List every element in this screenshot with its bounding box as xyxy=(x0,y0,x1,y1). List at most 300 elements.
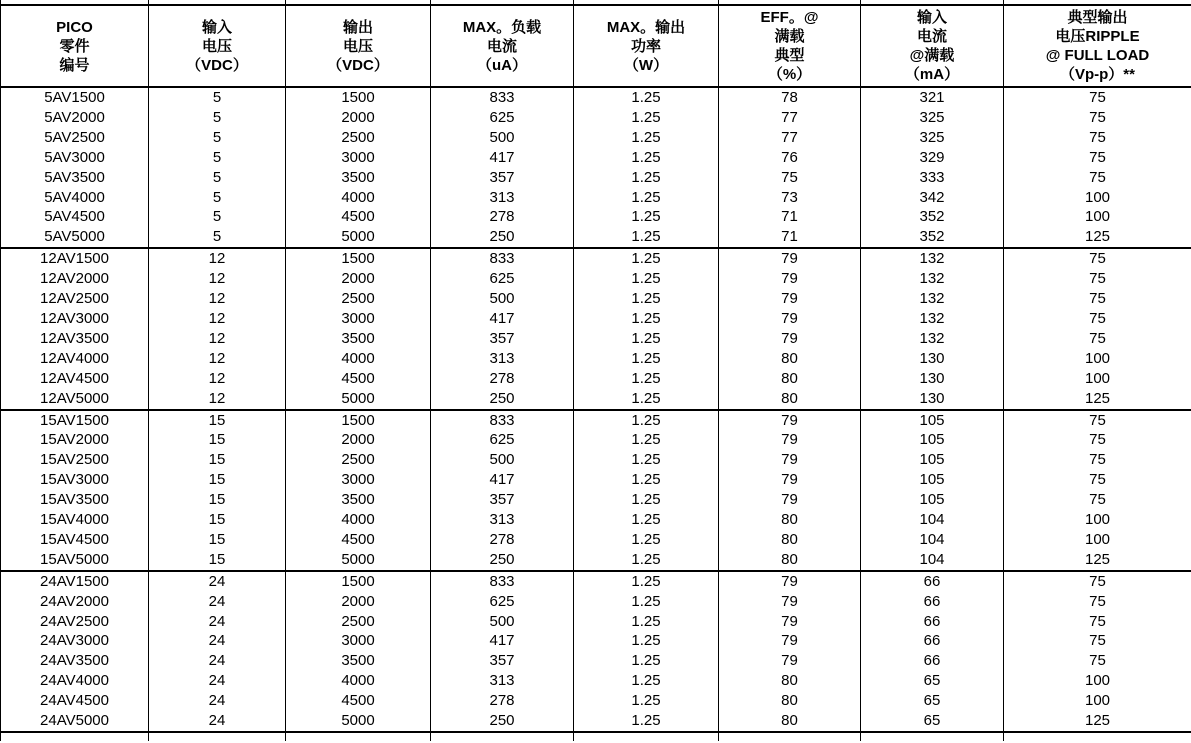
table-row xyxy=(1,410,1191,431)
table-cell-input-current-full-load: 66 xyxy=(861,651,1004,671)
table-cell-output-voltage: 4000 xyxy=(286,671,431,691)
table-cell-max-load-current: 357 xyxy=(431,168,574,188)
table-cell-input-voltage: 12 xyxy=(149,289,286,309)
table-cell-input-current-full-load: 352 xyxy=(861,207,1004,227)
table-cell-input-current-full-load: 105 xyxy=(861,470,1004,490)
header-line: 电压RIPPLE xyxy=(1055,28,1140,45)
table-cell-max-load-current: 357 xyxy=(431,651,574,671)
header-line: （VDC） xyxy=(327,56,389,74)
table-cell-input-current-full-load: 132 xyxy=(861,248,1004,269)
table-cell-input-voltage: 12 xyxy=(149,248,286,269)
table-cell-max-load-current: 250 xyxy=(431,227,574,248)
table-cell-input-current-full-load: 321 xyxy=(861,87,1004,108)
table-cell-part-number: 24AV1500 xyxy=(1,571,149,592)
table-cell-input-current-full-load: 66 xyxy=(861,571,1004,592)
table-cell-max-load-current: 833 xyxy=(431,410,574,431)
table-cell-output-ripple: 125 xyxy=(1004,227,1191,248)
table-cell-max-output-power: 1.25 xyxy=(574,148,719,168)
table-cell-output-ripple: 100 xyxy=(1004,369,1191,389)
table-cell-output-ripple: 125 xyxy=(1004,389,1191,410)
table-cell-max-load-current: 278 xyxy=(431,530,574,550)
table-cell-output-ripple: 75 xyxy=(1004,410,1191,431)
table-cell-output-ripple: 75 xyxy=(1004,631,1191,651)
table-cell-input-voltage: 5 xyxy=(149,207,286,227)
table-bottom-stub-row xyxy=(1,732,1191,741)
table-cell-input-current-full-load: 130 xyxy=(861,389,1004,410)
table-row xyxy=(1,571,1191,592)
table-cell-input-voltage: 5 xyxy=(149,168,286,188)
table-cell-output-ripple: 75 xyxy=(1004,612,1191,632)
table-cell-efficiency-full-load: 80 xyxy=(719,691,861,711)
table-row xyxy=(1,108,1191,128)
header-cell-max-output-power xyxy=(574,5,719,87)
table-cell-max-load-current: 278 xyxy=(431,369,574,389)
header-line: 功率 xyxy=(630,37,661,55)
table-cell-output-ripple: 75 xyxy=(1004,309,1191,329)
table-cell-efficiency-full-load: 79 xyxy=(719,571,861,592)
table-cell-output-ripple: 75 xyxy=(1004,592,1191,612)
table-cell-max-output-power: 1.25 xyxy=(574,168,719,188)
table-cell-output-ripple: 75 xyxy=(1004,269,1191,289)
table-cell-max-output-power: 1.25 xyxy=(574,592,719,612)
table-cell-output-ripple: 100 xyxy=(1004,188,1191,208)
table-cell-max-load-current: 278 xyxy=(431,207,574,227)
table-row xyxy=(1,711,1191,732)
table-cell-efficiency-full-load: 79 xyxy=(719,329,861,349)
stub-cell-input-current-full-load xyxy=(861,732,1004,741)
table-cell-part-number: 24AV4000 xyxy=(1,671,149,691)
table-cell-part-number: 15AV2500 xyxy=(1,450,149,470)
table-cell-input-current-full-load: 104 xyxy=(861,550,1004,571)
table-cell-efficiency-full-load: 79 xyxy=(719,410,861,431)
stub-cell-max-load-current xyxy=(431,732,574,741)
table-cell-max-load-current: 313 xyxy=(431,349,574,369)
table-cell-max-load-current: 250 xyxy=(431,711,574,732)
table-cell-max-output-power: 1.25 xyxy=(574,108,719,128)
table-cell-part-number: 24AV3500 xyxy=(1,651,149,671)
table-cell-part-number: 5AV3000 xyxy=(1,148,149,168)
table-cell-input-voltage: 15 xyxy=(149,490,286,510)
table-cell-part-number: 24AV2500 xyxy=(1,612,149,632)
header-line: 输入 xyxy=(916,9,947,26)
table-cell-input-voltage: 12 xyxy=(149,269,286,289)
stub-cell-part-number xyxy=(1,732,149,741)
table-cell-input-voltage: 5 xyxy=(149,128,286,148)
header-cell-max-load-current xyxy=(431,5,574,87)
stub-cell-efficiency-full-load xyxy=(719,732,861,741)
table-cell-efficiency-full-load: 79 xyxy=(719,450,861,470)
table-cell-max-output-power: 1.25 xyxy=(574,227,719,248)
table-cell-input-voltage: 24 xyxy=(149,651,286,671)
table-cell-output-voltage: 4000 xyxy=(286,188,431,208)
table-cell-output-ripple: 75 xyxy=(1004,148,1191,168)
table-cell-input-current-full-load: 132 xyxy=(861,289,1004,309)
header-line: （Vp-p）** xyxy=(1059,66,1135,83)
table-cell-output-voltage: 1500 xyxy=(286,571,431,592)
table-cell-max-output-power: 1.25 xyxy=(574,571,719,592)
table-cell-input-voltage: 12 xyxy=(149,369,286,389)
table-cell-output-voltage: 3000 xyxy=(286,470,431,490)
table-cell-max-load-current: 833 xyxy=(431,248,574,269)
table-row xyxy=(1,309,1191,329)
table-cell-part-number: 12AV4000 xyxy=(1,349,149,369)
table-cell-max-load-current: 313 xyxy=(431,188,574,208)
table-cell-input-current-full-load: 342 xyxy=(861,188,1004,208)
table-cell-part-number: 15AV4500 xyxy=(1,530,149,550)
table-row xyxy=(1,87,1191,108)
table-cell-part-number: 12AV1500 xyxy=(1,248,149,269)
table-cell-max-load-current: 833 xyxy=(431,87,574,108)
table-cell-part-number: 15AV3500 xyxy=(1,490,149,510)
table-cell-max-load-current: 500 xyxy=(431,450,574,470)
table-cell-max-load-current: 625 xyxy=(431,108,574,128)
table-cell-max-load-current: 357 xyxy=(431,329,574,349)
header-cell-efficiency-full-load xyxy=(719,5,861,87)
table-cell-max-load-current: 625 xyxy=(431,592,574,612)
table-cell-max-load-current: 417 xyxy=(431,470,574,490)
table-row xyxy=(1,227,1191,248)
table-cell-input-current-full-load: 104 xyxy=(861,510,1004,530)
table-cell-output-voltage: 3500 xyxy=(286,168,431,188)
table-cell-efficiency-full-load: 80 xyxy=(719,369,861,389)
header-cell-input-voltage xyxy=(149,5,286,87)
table-cell-max-load-current: 417 xyxy=(431,148,574,168)
table-cell-output-voltage: 2000 xyxy=(286,592,431,612)
table-cell-max-output-power: 1.25 xyxy=(574,269,719,289)
table-cell-efficiency-full-load: 79 xyxy=(719,248,861,269)
header-line: 典型 xyxy=(774,47,805,64)
table-cell-input-voltage: 15 xyxy=(149,530,286,550)
header-line: MAX。输出 xyxy=(606,18,686,36)
stub-cell-max-output-power xyxy=(574,732,719,741)
table-cell-efficiency-full-load: 80 xyxy=(719,510,861,530)
table-head xyxy=(1,0,1191,87)
table-cell-max-output-power: 1.25 xyxy=(574,188,719,208)
table-row xyxy=(1,450,1191,470)
table-cell-max-output-power: 1.25 xyxy=(574,207,719,227)
table-cell-efficiency-full-load: 79 xyxy=(719,309,861,329)
table-cell-part-number: 12AV2500 xyxy=(1,289,149,309)
table-cell-part-number: 5AV2500 xyxy=(1,128,149,148)
table-cell-efficiency-full-load: 76 xyxy=(719,148,861,168)
table-row xyxy=(1,188,1191,208)
table-cell-output-ripple: 75 xyxy=(1004,470,1191,490)
table-cell-efficiency-full-load: 80 xyxy=(719,389,861,410)
table-cell-efficiency-full-load: 80 xyxy=(719,671,861,691)
table-cell-efficiency-full-load: 75 xyxy=(719,168,861,188)
table-cell-input-voltage: 12 xyxy=(149,349,286,369)
table-cell-max-output-power: 1.25 xyxy=(574,128,719,148)
table-row xyxy=(1,168,1191,188)
table-cell-input-current-full-load: 130 xyxy=(861,369,1004,389)
table-cell-max-load-current: 833 xyxy=(431,571,574,592)
table-foot xyxy=(1,732,1191,741)
table-cell-output-voltage: 1500 xyxy=(286,410,431,431)
table-row xyxy=(1,550,1191,571)
table-cell-part-number: 15AV3000 xyxy=(1,470,149,490)
table-row xyxy=(1,592,1191,612)
table-cell-input-voltage: 12 xyxy=(149,309,286,329)
table-cell-max-output-power: 1.25 xyxy=(574,671,719,691)
table-cell-output-ripple: 100 xyxy=(1004,207,1191,227)
table-cell-output-ripple: 75 xyxy=(1004,128,1191,148)
table-cell-part-number: 12AV3000 xyxy=(1,309,149,329)
table-cell-output-ripple: 125 xyxy=(1004,550,1191,571)
table-cell-input-current-full-load: 105 xyxy=(861,410,1004,431)
table-row xyxy=(1,651,1191,671)
table-cell-output-voltage: 2500 xyxy=(286,612,431,632)
table-cell-max-load-current: 357 xyxy=(431,490,574,510)
table-cell-max-output-power: 1.25 xyxy=(574,470,719,490)
table-cell-output-ripple: 75 xyxy=(1004,490,1191,510)
table-cell-efficiency-full-load: 79 xyxy=(719,470,861,490)
table-row xyxy=(1,612,1191,632)
table-cell-efficiency-full-load: 79 xyxy=(719,490,861,510)
table-cell-input-voltage: 5 xyxy=(149,188,286,208)
table-cell-output-ripple: 75 xyxy=(1004,571,1191,592)
table-cell-output-ripple: 75 xyxy=(1004,289,1191,309)
group-12V-input-series xyxy=(1,248,1191,409)
stub-cell-output-ripple xyxy=(1004,732,1191,741)
table-cell-part-number: 5AV4000 xyxy=(1,188,149,208)
table-cell-output-voltage: 3500 xyxy=(286,490,431,510)
table-cell-part-number: 12AV4500 xyxy=(1,369,149,389)
table-cell-output-voltage: 5000 xyxy=(286,389,431,410)
table-cell-efficiency-full-load: 79 xyxy=(719,592,861,612)
table-cell-efficiency-full-load: 79 xyxy=(719,289,861,309)
table-cell-max-output-power: 1.25 xyxy=(574,631,719,651)
header-line: 电流 xyxy=(916,28,947,45)
table-cell-max-output-power: 1.25 xyxy=(574,248,719,269)
table-cell-part-number: 15AV1500 xyxy=(1,410,149,431)
table-cell-max-output-power: 1.25 xyxy=(574,289,719,309)
table-cell-max-output-power: 1.25 xyxy=(574,430,719,450)
table-cell-input-voltage: 5 xyxy=(149,87,286,108)
table-cell-output-ripple: 75 xyxy=(1004,329,1191,349)
table-row xyxy=(1,128,1191,148)
table-cell-input-voltage: 24 xyxy=(149,631,286,651)
table-cell-input-current-full-load: 352 xyxy=(861,227,1004,248)
table-cell-part-number: 15AV4000 xyxy=(1,510,149,530)
table-cell-output-voltage: 2500 xyxy=(286,289,431,309)
table-row xyxy=(1,631,1191,651)
table-cell-input-voltage: 24 xyxy=(149,571,286,592)
header-line: @满载 xyxy=(909,47,955,64)
table-cell-output-voltage: 1500 xyxy=(286,248,431,269)
table-cell-output-voltage: 4000 xyxy=(286,349,431,369)
table-cell-output-voltage: 2500 xyxy=(286,128,431,148)
table-cell-input-voltage: 12 xyxy=(149,389,286,410)
table-cell-input-current-full-load: 132 xyxy=(861,269,1004,289)
table-cell-part-number: 24AV3000 xyxy=(1,631,149,651)
table-cell-output-ripple: 100 xyxy=(1004,530,1191,550)
table-cell-output-ripple: 75 xyxy=(1004,87,1191,108)
table-cell-max-output-power: 1.25 xyxy=(574,450,719,470)
table-cell-input-voltage: 5 xyxy=(149,108,286,128)
table-cell-efficiency-full-load: 79 xyxy=(719,631,861,651)
table-cell-max-load-current: 313 xyxy=(431,671,574,691)
table-cell-input-voltage: 24 xyxy=(149,691,286,711)
table-cell-input-current-full-load: 105 xyxy=(861,450,1004,470)
table-row xyxy=(1,349,1191,369)
table-cell-output-ripple: 100 xyxy=(1004,691,1191,711)
table-cell-output-ripple: 125 xyxy=(1004,711,1191,732)
group-15V-input-series xyxy=(1,410,1191,571)
table-row xyxy=(1,289,1191,309)
table-cell-input-voltage: 15 xyxy=(149,430,286,450)
table-cell-input-voltage: 5 xyxy=(149,148,286,168)
table-cell-max-load-current: 278 xyxy=(431,691,574,711)
table-row xyxy=(1,207,1191,227)
table-cell-output-voltage: 2000 xyxy=(286,269,431,289)
header-line: @ FULL LOAD xyxy=(1045,47,1150,64)
table-cell-input-current-full-load: 66 xyxy=(861,592,1004,612)
table-cell-input-current-full-load: 132 xyxy=(861,329,1004,349)
table-cell-input-voltage: 15 xyxy=(149,510,286,530)
table-cell-max-output-power: 1.25 xyxy=(574,309,719,329)
table-row xyxy=(1,248,1191,269)
table-row xyxy=(1,470,1191,490)
table-cell-input-voltage: 24 xyxy=(149,612,286,632)
table-row xyxy=(1,490,1191,510)
table-cell-efficiency-full-load: 71 xyxy=(719,227,861,248)
table-cell-input-voltage: 24 xyxy=(149,592,286,612)
table-cell-part-number: 5AV4500 xyxy=(1,207,149,227)
header-cell-part-number xyxy=(1,5,149,87)
table-cell-max-load-current: 500 xyxy=(431,128,574,148)
table-cell-part-number: 12AV2000 xyxy=(1,269,149,289)
table-cell-efficiency-full-load: 71 xyxy=(719,207,861,227)
table-cell-part-number: 12AV3500 xyxy=(1,329,149,349)
table-cell-max-load-current: 417 xyxy=(431,631,574,651)
header-line: 电流 xyxy=(486,37,517,55)
table-cell-output-voltage: 5000 xyxy=(286,550,431,571)
table-cell-output-ripple: 100 xyxy=(1004,349,1191,369)
table-cell-efficiency-full-load: 80 xyxy=(719,349,861,369)
table-cell-output-ripple: 75 xyxy=(1004,248,1191,269)
table-cell-output-ripple: 75 xyxy=(1004,108,1191,128)
table-cell-efficiency-full-load: 80 xyxy=(719,530,861,550)
table-cell-input-current-full-load: 325 xyxy=(861,128,1004,148)
table-cell-part-number: 24AV4500 xyxy=(1,691,149,711)
header-line: MAX。负载 xyxy=(462,18,542,36)
table-row xyxy=(1,671,1191,691)
table-cell-efficiency-full-load: 79 xyxy=(719,269,861,289)
table-cell-efficiency-full-load: 79 xyxy=(719,430,861,450)
header-line: 典型输出 xyxy=(1067,9,1128,26)
table-cell-max-output-power: 1.25 xyxy=(574,550,719,571)
table-cell-output-voltage: 1500 xyxy=(286,87,431,108)
table-cell-efficiency-full-load: 78 xyxy=(719,87,861,108)
table-cell-input-voltage: 15 xyxy=(149,410,286,431)
header-cell-output-voltage xyxy=(286,5,431,87)
group-24V-input-series xyxy=(1,571,1191,732)
table-cell-output-voltage: 5000 xyxy=(286,227,431,248)
header-line: （W） xyxy=(623,56,669,74)
table-row xyxy=(1,530,1191,550)
table-cell-input-voltage: 15 xyxy=(149,450,286,470)
table-cell-max-load-current: 250 xyxy=(431,389,574,410)
header-line: EFF。@ xyxy=(760,9,819,26)
header-line: （uA） xyxy=(477,56,527,74)
table-cell-input-current-full-load: 132 xyxy=(861,309,1004,329)
table-cell-part-number: 5AV5000 xyxy=(1,227,149,248)
header-line: 满载 xyxy=(774,28,805,45)
table-cell-part-number: 24AV5000 xyxy=(1,711,149,732)
table-cell-max-output-power: 1.25 xyxy=(574,490,719,510)
table-cell-max-load-current: 313 xyxy=(431,510,574,530)
table-cell-output-ripple: 75 xyxy=(1004,450,1191,470)
table-row xyxy=(1,389,1191,410)
table-cell-input-current-full-load: 65 xyxy=(861,691,1004,711)
group-5V-input-series xyxy=(1,87,1191,248)
header-line: 电压 xyxy=(342,37,373,55)
table-cell-input-current-full-load: 105 xyxy=(861,490,1004,510)
table-cell-input-current-full-load: 66 xyxy=(861,631,1004,651)
table-cell-max-output-power: 1.25 xyxy=(574,530,719,550)
table-cell-max-load-current: 500 xyxy=(431,612,574,632)
table-cell-output-ripple: 100 xyxy=(1004,671,1191,691)
table-row xyxy=(1,369,1191,389)
table-row xyxy=(1,269,1191,289)
table-cell-part-number: 5AV3500 xyxy=(1,168,149,188)
header-line: 电压 xyxy=(201,37,232,55)
table-row xyxy=(1,510,1191,530)
table-cell-max-output-power: 1.25 xyxy=(574,349,719,369)
table-cell-output-voltage: 3500 xyxy=(286,329,431,349)
table-cell-max-output-power: 1.25 xyxy=(574,329,719,349)
table-cell-input-current-full-load: 325 xyxy=(861,108,1004,128)
stub-cell-input-voltage xyxy=(149,732,286,741)
header-line: 编号 xyxy=(59,56,90,74)
header-line: （%） xyxy=(767,66,812,83)
table-cell-output-ripple: 100 xyxy=(1004,510,1191,530)
table-cell-efficiency-full-load: 79 xyxy=(719,651,861,671)
table-cell-output-ripple: 75 xyxy=(1004,651,1191,671)
table-row xyxy=(1,329,1191,349)
table-cell-max-output-power: 1.25 xyxy=(574,87,719,108)
table-cell-efficiency-full-load: 80 xyxy=(719,711,861,732)
table-cell-output-voltage: 3000 xyxy=(286,148,431,168)
table-cell-input-current-full-load: 105 xyxy=(861,430,1004,450)
table-cell-output-voltage: 2000 xyxy=(286,430,431,450)
table-cell-input-voltage: 5 xyxy=(149,227,286,248)
table-cell-part-number: 5AV2000 xyxy=(1,108,149,128)
table-cell-input-voltage: 24 xyxy=(149,671,286,691)
header-line: 零件 xyxy=(59,37,90,55)
table-cell-max-output-power: 1.25 xyxy=(574,389,719,410)
table-cell-max-load-current: 500 xyxy=(431,289,574,309)
table-cell-max-output-power: 1.25 xyxy=(574,410,719,431)
table-cell-part-number: 15AV2000 xyxy=(1,430,149,450)
table-row xyxy=(1,691,1191,711)
table-cell-efficiency-full-load: 80 xyxy=(719,550,861,571)
table-cell-output-voltage: 4500 xyxy=(286,691,431,711)
table-cell-output-voltage: 3500 xyxy=(286,651,431,671)
table-cell-output-voltage: 4000 xyxy=(286,510,431,530)
header-row xyxy=(1,5,1191,87)
table-cell-part-number: 24AV2000 xyxy=(1,592,149,612)
table-cell-output-voltage: 4500 xyxy=(286,530,431,550)
table-cell-max-load-current: 625 xyxy=(431,269,574,289)
header-cell-output-ripple xyxy=(1004,5,1191,87)
table-cell-input-current-full-load: 66 xyxy=(861,612,1004,632)
header-line: PICO xyxy=(56,18,93,36)
table-cell-efficiency-full-load: 77 xyxy=(719,108,861,128)
table-cell-input-voltage: 24 xyxy=(149,711,286,732)
table-cell-output-ripple: 75 xyxy=(1004,430,1191,450)
table-cell-output-ripple: 75 xyxy=(1004,168,1191,188)
